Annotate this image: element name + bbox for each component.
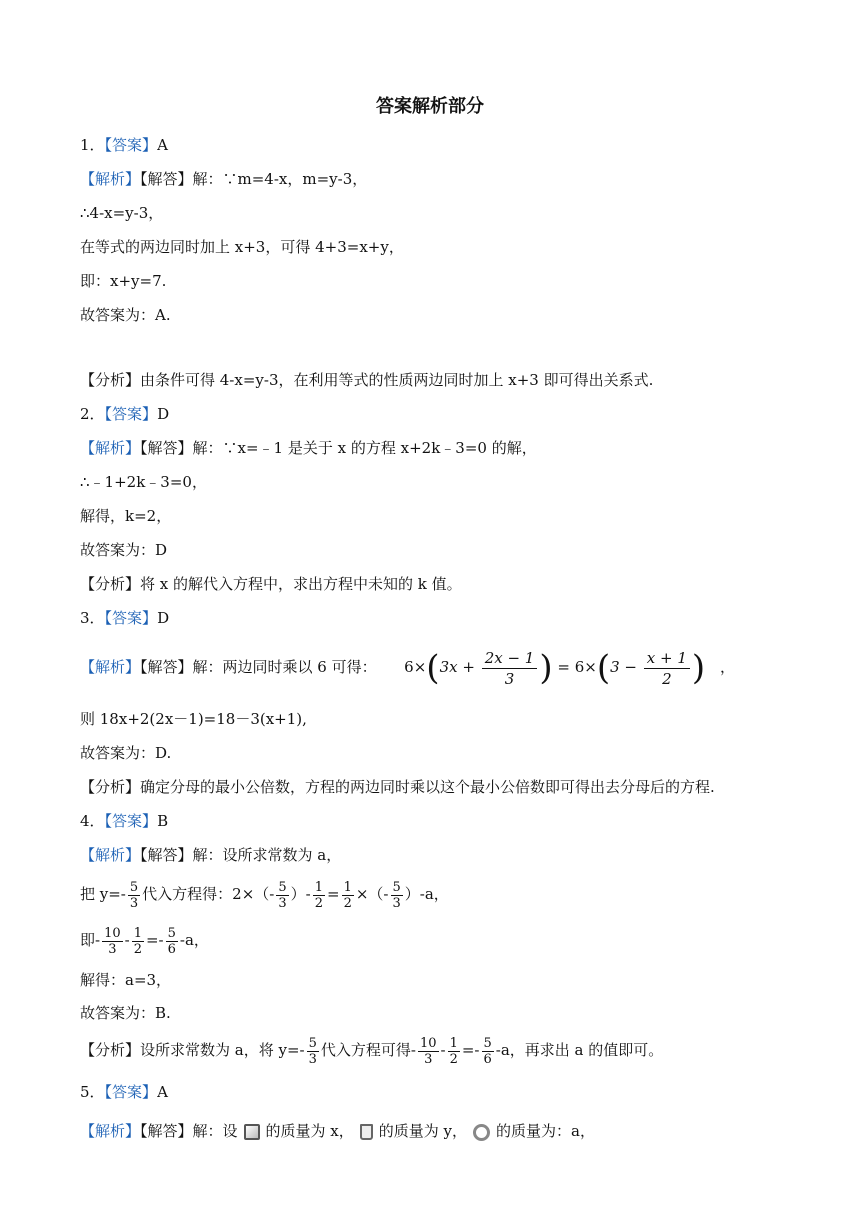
q4-analysis: [80, 1032, 663, 1068]
q3-line3: 故答案为：D.: [80, 744, 172, 762]
q4-l2-mid: 代入方程得：2×（-: [142, 885, 275, 903]
q1-solution-text: 【解答】解：∵m=4-x，m=y-3，: [140, 170, 368, 188]
frac-num: 5: [392, 879, 401, 895]
ring-weight-icon: [473, 1124, 490, 1141]
q3-right-paren-2: ): [691, 648, 706, 688]
q2-solution: [80, 438, 537, 458]
fraction-5-6: [482, 1036, 494, 1067]
q3-f2-den: 2: [662, 669, 672, 688]
q4-an-pre: 【分析】设所求常数为 a，将 y=-: [80, 1041, 305, 1059]
q5-header: [80, 1082, 168, 1102]
q4-an-mid: 代入方程可得-: [320, 1041, 416, 1059]
q4-l3-pre: 即-: [80, 931, 101, 949]
q3-solution-text: 【解答】解：两边同时乘以 6 可得：: [140, 658, 377, 676]
q3-left-paren-2: (: [596, 648, 611, 688]
q4-line5: 故答案为：B.: [80, 1004, 171, 1022]
q3-eq-term-a: 3x +: [439, 658, 475, 676]
q1-answer: A: [157, 136, 168, 154]
frac-num: 10: [419, 1035, 437, 1051]
q4-l2-t3: ×（-: [355, 885, 389, 903]
fraction-5-3: [307, 1036, 319, 1067]
q3-answer: D: [157, 609, 170, 627]
q3-analysis: 【分析】确定分母的最小公倍数，方程的两边同时乘以这个最小公倍数即可得出去分母后的方程.: [80, 778, 715, 796]
q3-f1-den: 3: [504, 669, 515, 688]
q3-eq-tail: ，: [719, 658, 735, 676]
q1-solution: [80, 169, 367, 189]
q1-answer-tag: 【答案】: [104, 136, 158, 154]
q5-solution: [80, 1121, 595, 1141]
q2-header: [80, 404, 169, 424]
q3-solution: [80, 642, 735, 692]
fraction-10-3: [418, 1036, 439, 1067]
frac-num: 5: [167, 925, 176, 941]
frac-den: 2: [343, 895, 352, 911]
q2-line3: 解得，k=2，: [80, 507, 172, 525]
q2-line2: ∴﹣1+2k﹣3=0，: [80, 473, 207, 491]
q3-jiexi-link[interactable]: 【解析】: [80, 658, 141, 676]
q3-f2-num: x + 1: [644, 648, 690, 669]
q3-fraction-2: [644, 648, 690, 689]
fraction-5-3: [276, 880, 288, 911]
frac-num: 1: [343, 879, 352, 895]
q4-l3-t1: -: [124, 931, 130, 949]
q4-jiexi-link[interactable]: 【解析】: [80, 846, 141, 864]
fraction-5-6: [166, 926, 178, 957]
q5-solution-pre: 【解答】解：设: [140, 1122, 238, 1140]
q3-number: 3．: [80, 609, 105, 627]
q3-eq-mid: = 6×: [557, 658, 597, 676]
q4-l3-t2: =-: [145, 931, 164, 949]
q3-f1-num: 2x − 1: [482, 648, 538, 669]
q5-answer-tag: 【答案】: [104, 1083, 158, 1101]
q2-solution-text: 【解答】解：∵x=﹣1 是关于 x 的方程 x+2k﹣3=0 的解，: [140, 439, 537, 457]
q4-an-t2: =-: [461, 1041, 480, 1059]
fraction-5-3: [391, 880, 403, 911]
frac-num: 1: [314, 879, 323, 895]
q4-an-t1: -: [440, 1041, 446, 1059]
q2-jiexi-link[interactable]: 【解析】: [80, 439, 141, 457]
q3-header: [80, 608, 169, 628]
q3-left-paren: (: [426, 648, 440, 688]
page-title: 答案解析部分: [376, 96, 484, 117]
cup-weight-icon: [360, 1124, 373, 1140]
q3-right-paren: ): [539, 648, 553, 688]
q2-answer-tag: 【答案】: [104, 405, 158, 423]
q2-analysis: 【分析】将 x 的解代入方程中，求出方程中未知的 k 值。: [80, 575, 462, 593]
q4-header: [80, 811, 168, 831]
frac-den: 3: [278, 895, 287, 911]
q5-number: 5．: [80, 1083, 105, 1101]
q1-line3: 在等式的两边同时加上 x+3，可得 4+3=x+y，: [80, 238, 404, 256]
q4-answer: B: [157, 812, 169, 830]
q3-equation: [404, 648, 735, 688]
frac-num: 5: [308, 1035, 317, 1051]
q4-line3: [80, 922, 209, 958]
q4-number: 4．: [80, 812, 105, 830]
q4-l2-t4: ）-a，: [404, 885, 449, 903]
q1-number: 1．: [80, 136, 105, 154]
frac-num: 1: [133, 925, 142, 941]
q3-line2: 则 18x+2(2x－1)=18－3(x+1),: [80, 710, 307, 728]
q4-line4: 解得：a=3，: [80, 971, 172, 989]
frac-den: 6: [483, 1051, 492, 1067]
fraction-10-3: [102, 926, 123, 957]
fraction-1-2: [342, 880, 354, 911]
q1-line5: 故答案为：A.: [80, 306, 171, 324]
q5-jiexi-link[interactable]: 【解析】: [80, 1122, 141, 1140]
q4-solution-text: 【解答】解：设所求常数为 a，: [140, 846, 342, 864]
q4-solution: [80, 845, 341, 865]
frac-den: 3: [308, 1051, 317, 1067]
q5-t2: 的质量为 y，: [378, 1122, 468, 1140]
frac-den: 3: [392, 895, 401, 911]
q2-answer: D: [157, 405, 170, 423]
q4-l2-pre: 把 y=-: [80, 885, 126, 903]
q3-eq-term-b: 3 −: [610, 658, 637, 676]
q1-header: [80, 135, 168, 155]
frac-num: 10: [104, 925, 121, 941]
fraction-5-3: [128, 880, 140, 911]
frac-den: 2: [449, 1051, 458, 1067]
q5-answer: A: [157, 1083, 168, 1101]
q1-line2: ∴4-x=y-3，: [80, 204, 164, 222]
frac-den: 6: [167, 941, 176, 957]
q5-t3: 的质量为：a，: [496, 1122, 595, 1140]
square-weight-icon: [244, 1124, 260, 1140]
q4-l2-t2: =: [327, 885, 340, 903]
frac-den: 2: [133, 941, 142, 957]
fraction-1-2: [313, 880, 325, 911]
fraction-1-2: [448, 1036, 460, 1067]
q3-answer-tag: 【答案】: [104, 609, 158, 627]
q3-fraction-1: [482, 648, 538, 689]
q4-line2: [80, 876, 449, 912]
q3-eq-six-times: 6×: [404, 658, 427, 676]
q2-line4: 故答案为：D: [80, 541, 168, 559]
frac-num: 1: [449, 1035, 458, 1051]
q4-an-end: -a，再求出 a 的值即可。: [495, 1041, 664, 1059]
frac-den: 3: [129, 895, 139, 911]
frac-den: 2: [314, 895, 323, 911]
frac-num: 5: [129, 879, 139, 895]
q1-line4: 即：x+y=7.: [80, 272, 167, 290]
frac-num: 5: [278, 879, 287, 895]
frac-den: 3: [424, 1051, 433, 1067]
q4-l3-t3: -a，: [179, 931, 209, 949]
frac-den: 3: [108, 941, 117, 957]
fraction-1-2: [132, 926, 144, 957]
q4-l2-t1: ）-: [290, 885, 311, 903]
q1-analysis: 【分析】由条件可得 4-x=y-3，在利用等式的性质两边同时加上 x+3 即可得出关系式.: [80, 371, 654, 389]
q1-jiexi-link[interactable]: 【解析】: [80, 170, 141, 188]
q4-answer-tag: 【答案】: [104, 812, 158, 830]
frac-num: 5: [483, 1035, 492, 1051]
q2-number: 2．: [80, 405, 105, 423]
q5-t1: 的质量为 x，: [265, 1122, 354, 1140]
